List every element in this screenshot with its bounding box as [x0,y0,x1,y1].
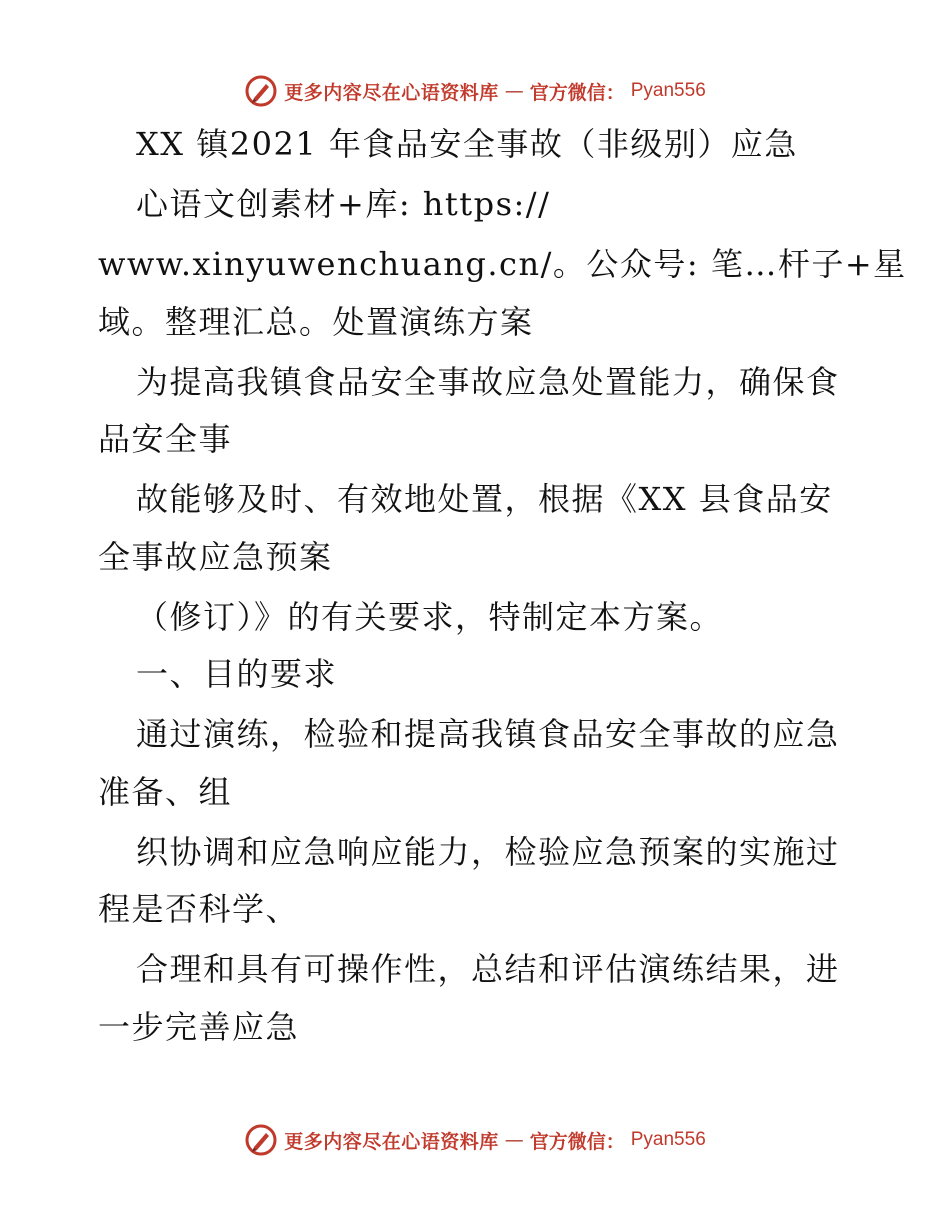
doc-line: 全事故应急预案 [98,538,333,576]
footer-banner-wechat-label: 官方微信： [529,1130,625,1153]
pen-circle-icon [244,1123,278,1157]
doc-line: 合理和具有可操作性，总结和评估演练结果，进 [136,950,840,988]
doc-line: 织协调和应急响应能力，检验应急预案的实施过 [136,833,840,871]
doc-line: 准备、组 [98,773,233,811]
footer-banner-content [244,1123,706,1157]
footer-banner [0,1122,950,1158]
doc-line: www.xinyuwenchuang.cn/。公众号: 笔…杆子+星 [98,245,907,283]
pen-circle-icon [244,74,278,108]
doc-line: （修订）》的有关要求，特制定本方案。 [136,598,724,636]
doc-line: 为提高我镇食品安全事故应急处置能力，确保食 [136,363,840,401]
doc-line: XX 镇2021 年食品安全事故（非级别）应急 [136,125,798,163]
footer-banner-wechat-id: Pyan556 [630,1129,706,1150]
header-banner-wechat-id: Pyan556 [630,80,706,101]
doc-line: 一步完善应急 [98,1008,300,1046]
header-banner-text: 更多内容尽在心语资料库 [284,81,499,104]
doc-line: 品安全事 [98,420,233,458]
doc-line: 通过演练，检验和提高我镇食品安全事故的应急 [136,715,840,753]
doc-line: 域。整理汇总。处置演练方案 [98,303,534,341]
footer-banner-text: 更多内容尽在心语资料库 [284,1130,499,1153]
doc-line: 一、目的要求 [136,655,338,693]
doc-line: 心语文创素材+库: https:// [136,185,551,223]
header-banner-wechat-label: 官方微信： [529,81,625,104]
doc-line: 程是否科学、 [98,890,300,928]
footer-banner-separator: — [504,1129,524,1151]
header-banner-separator: — [504,80,524,102]
doc-line: 故能够及时、有效地处置，根据《XX 县食品安 [136,480,833,518]
header-banner [0,73,950,109]
header-banner-content [244,74,706,108]
